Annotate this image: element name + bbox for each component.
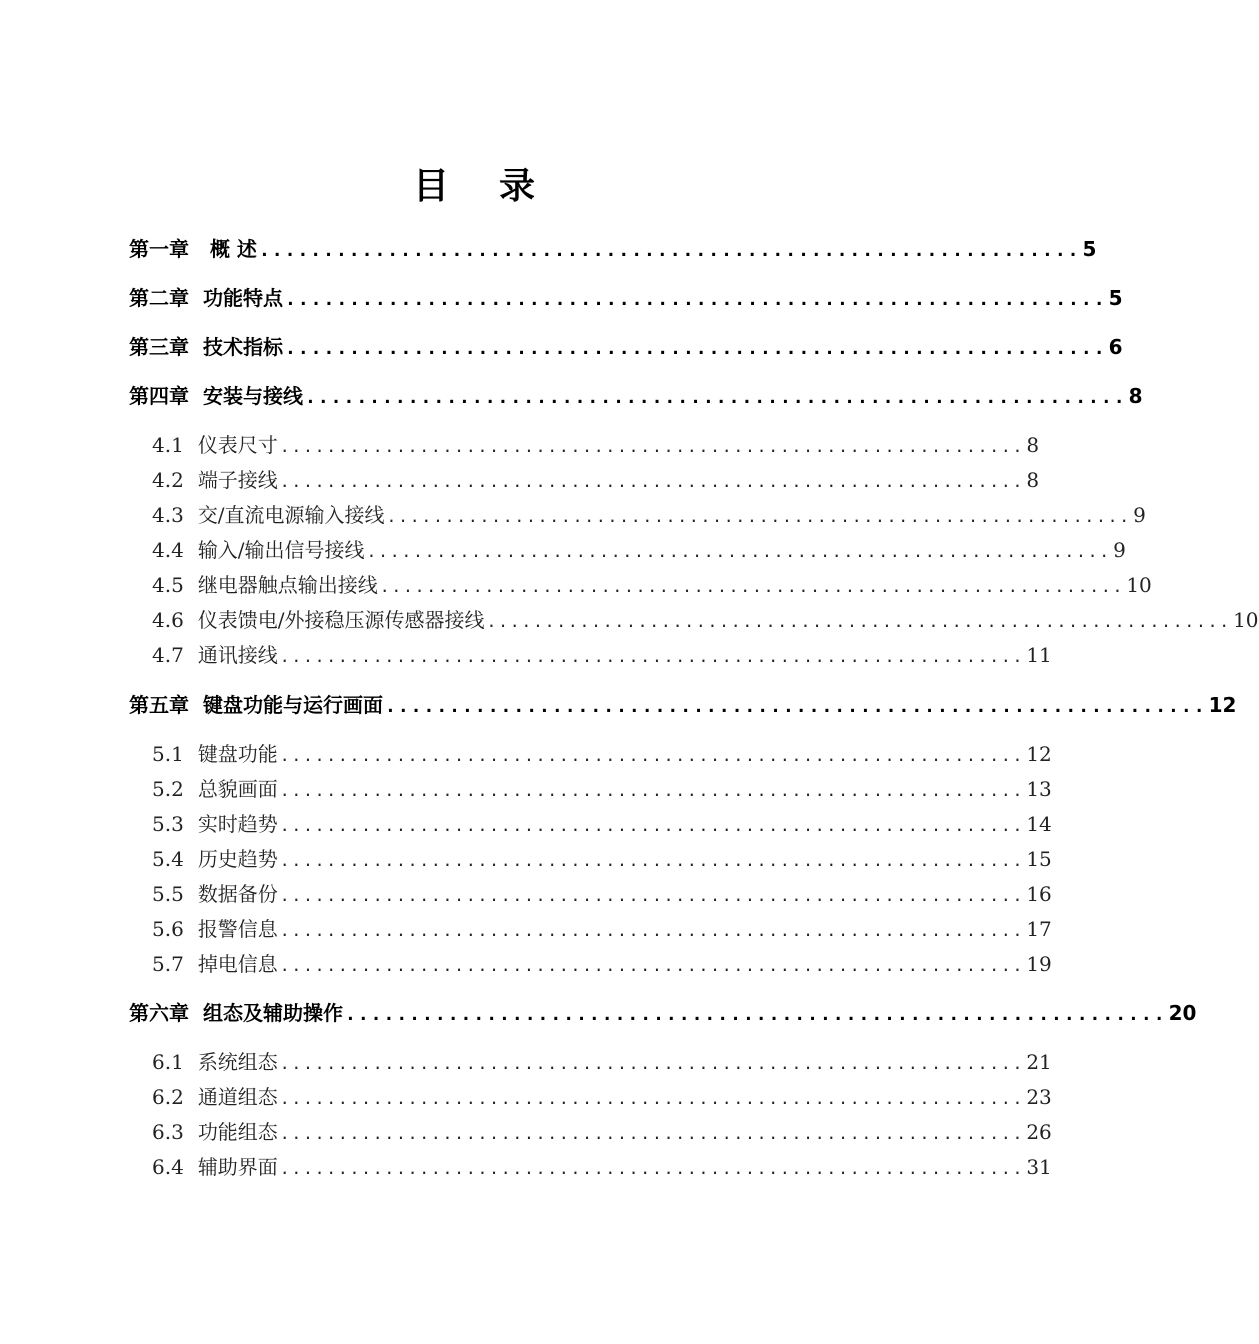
toc-number: 第三章 [129, 335, 189, 359]
toc-section-4-1[interactable] [152, 429, 1040, 458]
toc-label [152, 499, 385, 528]
toc-label [152, 738, 278, 767]
toc-chapter-4[interactable] [129, 380, 1143, 409]
toc-title: 技术指标 [203, 335, 283, 359]
toc-title: 数据备份 [197, 882, 278, 906]
toc-title: 仪表馈电/外接稳压源传感器接线 [197, 608, 485, 632]
toc-label [152, 948, 278, 977]
toc-section-4-7[interactable] [152, 639, 1052, 668]
toc-leader: ................................................................ [285, 289, 1107, 310]
toc-number: 6.2 [152, 1085, 184, 1109]
toc-page: 9 [1113, 538, 1126, 562]
toc-title: 历史趋势 [197, 847, 278, 871]
toc-label [129, 331, 283, 360]
toc-page: 23 [1026, 1085, 1052, 1109]
toc-section-6-1[interactable] [152, 1046, 1052, 1075]
toc-title: 概 述 [203, 237, 257, 261]
toc-leader: ................................................................ [279, 1124, 1025, 1143]
toc-page: 9 [1133, 503, 1146, 527]
toc-section-4-6[interactable] [152, 604, 1259, 633]
toc-label [152, 913, 278, 942]
title-char-right: 录 [499, 165, 538, 207]
toc-title: 继电器触点输出接线 [197, 573, 378, 597]
toc-leader: ................................................................ [285, 338, 1107, 359]
toc-label [129, 380, 303, 409]
toc-page: 15 [1026, 847, 1052, 871]
page-title [0, 158, 950, 209]
toc-title: 键盘功能 [197, 742, 278, 766]
toc-number: 4.5 [152, 573, 184, 597]
toc-number: 4.4 [152, 538, 184, 562]
toc-number: 4.1 [152, 433, 184, 457]
toc-label [152, 569, 378, 598]
toc-label [152, 1046, 278, 1075]
toc-number: 4.6 [152, 608, 184, 632]
toc-leader: ................................................................ [379, 577, 1125, 596]
toc-section-5-5[interactable] [152, 878, 1052, 907]
toc-label [152, 843, 278, 872]
toc-label [152, 1116, 278, 1145]
toc-chapter-3[interactable] [129, 331, 1123, 360]
toc-section-5-7[interactable] [152, 948, 1052, 977]
toc-number: 第二章 [129, 286, 189, 310]
toc-leader: ................................................................ [386, 507, 1132, 526]
toc-number: 6.1 [152, 1050, 184, 1074]
toc-number: 5.7 [152, 952, 184, 976]
toc-chapter-5[interactable] [129, 689, 1237, 718]
toc-section-5-4[interactable] [152, 843, 1052, 872]
toc-title: 通讯接线 [197, 643, 278, 667]
toc-page: 8 [1128, 384, 1143, 408]
toc-label [152, 604, 485, 633]
toc-title: 通道组态 [197, 1085, 278, 1109]
toc-number: 5.1 [152, 742, 184, 766]
title-char-left: 目 [412, 165, 451, 207]
toc-leader: ................................................................ [305, 387, 1127, 408]
toc-label [129, 282, 283, 311]
toc-number: 5.6 [152, 917, 184, 941]
toc-leader: ................................................................ [279, 1159, 1025, 1178]
toc-leader: ................................................................ [279, 921, 1025, 940]
toc-label [152, 1081, 278, 1110]
toc-label [152, 534, 365, 563]
toc-number: 第四章 [129, 384, 189, 408]
toc-page: 8 [1026, 433, 1040, 457]
toc-leader: ................................................................ [279, 472, 1025, 491]
toc-number: 4.7 [152, 643, 184, 667]
toc-page: 8 [1026, 468, 1040, 492]
toc-number: 6.4 [152, 1155, 184, 1179]
toc-page: 14 [1026, 812, 1052, 836]
toc-number: 6.3 [152, 1120, 184, 1144]
toc-label [129, 689, 383, 718]
toc-number: 第五章 [129, 693, 189, 717]
toc-label [129, 997, 343, 1026]
toc-label [152, 878, 278, 907]
toc-label [152, 639, 278, 668]
toc-leader: ................................................................ [366, 542, 1112, 561]
toc-label [152, 464, 278, 493]
toc-label [152, 773, 278, 802]
toc-title: 功能特点 [203, 286, 283, 310]
toc-label [152, 808, 278, 837]
toc-leader: ................................................................ [279, 746, 1025, 765]
toc-title: 辅助界面 [197, 1155, 278, 1179]
toc-section-5-1[interactable] [152, 738, 1052, 767]
toc-title: 键盘功能与运行画面 [203, 693, 383, 717]
toc-page: 10 [1233, 608, 1259, 632]
toc-number: 5.4 [152, 847, 184, 871]
toc-title: 安装与接线 [203, 384, 303, 408]
toc-leader: ................................................................ [486, 612, 1232, 631]
toc-title: 掉电信息 [197, 952, 278, 976]
toc-title: 组态及辅助操作 [203, 1001, 343, 1025]
toc-label [152, 429, 278, 458]
toc-chapter-6[interactable] [129, 997, 1197, 1026]
toc-number: 4.3 [152, 503, 184, 527]
toc-title: 实时趋势 [197, 812, 278, 836]
toc-leader: ................................................................ [279, 1054, 1025, 1073]
toc-page: 11 [1026, 643, 1052, 667]
toc-page: 19 [1026, 952, 1052, 976]
toc-page: 21 [1026, 1050, 1052, 1074]
toc-number: 第一章 [129, 237, 189, 261]
toc-number: 第六章 [129, 1001, 189, 1025]
toc-number: 5.3 [152, 812, 184, 836]
toc-title: 系统组态 [197, 1050, 278, 1074]
toc-page: 16 [1026, 882, 1052, 906]
toc-page: 12 [1208, 693, 1237, 717]
toc-leader: ................................................................ [279, 956, 1025, 975]
toc-page: 17 [1026, 917, 1052, 941]
toc-leader: ................................................................ [279, 781, 1025, 800]
toc-section-4-5[interactable] [152, 569, 1152, 598]
toc-page: 12 [1026, 742, 1052, 766]
toc-page: 10 [1126, 573, 1152, 597]
toc-chapter-2[interactable] [129, 282, 1123, 311]
toc-leader: ................................................................ [279, 1089, 1025, 1108]
toc-page: 31 [1026, 1155, 1052, 1179]
toc-chapter-1[interactable] [129, 233, 1097, 262]
toc-section-4-4[interactable] [152, 534, 1126, 563]
toc-number: 5.2 [152, 777, 184, 801]
toc-section-6-3[interactable] [152, 1116, 1052, 1145]
toc-section-5-6[interactable] [152, 913, 1052, 942]
toc-title: 功能组态 [197, 1120, 278, 1144]
toc-page: 13 [1026, 777, 1052, 801]
toc-title: 报警信息 [197, 917, 278, 941]
toc-leader: ................................................................ [279, 816, 1025, 835]
toc-section-6-4[interactable] [152, 1151, 1052, 1180]
toc-title: 仪表尺寸 [197, 433, 278, 457]
toc-leader: ................................................................ [279, 851, 1025, 870]
toc-title: 总貌画面 [197, 777, 278, 801]
toc-page: 26 [1026, 1120, 1052, 1144]
toc-title: 输入/输出信号接线 [197, 538, 365, 562]
toc-page: 20 [1168, 1001, 1197, 1025]
toc-section-4-3[interactable] [152, 499, 1146, 528]
toc-leader: ................................................................ [385, 696, 1207, 717]
toc-page: 5 [1082, 237, 1097, 261]
toc-label [152, 1151, 278, 1180]
toc-number: 4.2 [152, 468, 184, 492]
toc-leader: ................................................................ [279, 437, 1025, 456]
toc-leader: ................................................................ [279, 647, 1025, 666]
toc-section-4-2[interactable] [152, 464, 1040, 493]
toc-label [129, 233, 257, 262]
toc-section-6-2[interactable] [152, 1081, 1052, 1110]
toc-leader: ................................................................ [345, 1004, 1167, 1025]
toc-leader: ................................................................ [279, 886, 1025, 905]
toc-page: 5 [1108, 286, 1123, 310]
toc-title: 交/直流电源输入接线 [197, 503, 385, 527]
toc-section-5-2[interactable] [152, 773, 1052, 802]
toc-section-5-3[interactable] [152, 808, 1052, 837]
toc-title: 端子接线 [197, 468, 278, 492]
toc-number: 5.5 [152, 882, 184, 906]
toc-page: 6 [1108, 335, 1123, 359]
toc-leader: ................................................................ [258, 240, 1081, 261]
